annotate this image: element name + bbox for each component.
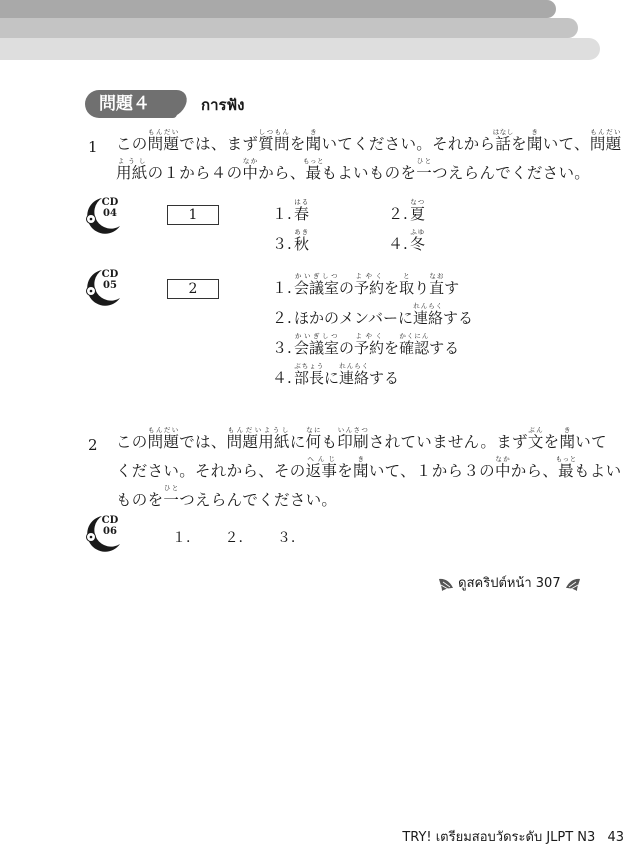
furigana: いんさつ <box>337 426 369 434</box>
kanji-with-furigana: 話はなし <box>492 128 514 153</box>
furigana: かくにん <box>399 332 430 340</box>
text-run: り <box>414 279 430 297</box>
text-run: いて、 <box>542 135 590 153</box>
furigana: なか <box>242 157 259 165</box>
kanji-with-furigana: 中なか <box>242 157 259 182</box>
header-band-light <box>0 38 600 60</box>
kanji-with-furigana: 印刷いんさつ <box>337 426 369 451</box>
furigana: ひと <box>163 484 180 492</box>
kanji-with-furigana: 聞き <box>353 455 369 480</box>
kanji-with-furigana: 連絡れんらく <box>412 302 443 327</box>
furigana: もっと <box>555 455 577 463</box>
script-reference <box>438 572 581 593</box>
text-run: ものを <box>116 491 164 509</box>
example-3-options <box>172 527 325 547</box>
furigana: れんらく <box>412 302 443 310</box>
text-run: の <box>339 279 355 297</box>
example-1-box: 1 <box>167 205 219 225</box>
kanji-with-furigana: 冬ふゆ <box>410 228 426 253</box>
text-run: する <box>429 339 460 357</box>
furigana: もんだいようし <box>226 426 290 434</box>
furigana: ようし <box>116 157 148 165</box>
example-1-option-2 <box>388 198 425 224</box>
option-number: １. <box>272 205 292 223</box>
footer <box>402 826 624 847</box>
kanji-with-furigana: 一ひと <box>163 484 180 509</box>
text-run: もよいものを <box>321 164 417 182</box>
header-band-dark <box>0 0 556 18</box>
kanji-with-furigana: 問題もんだい <box>589 128 622 153</box>
furigana: もんだい <box>589 128 622 136</box>
option-number: ２. <box>388 205 408 223</box>
furigana: はなし <box>492 128 514 136</box>
wing-left-icon <box>438 576 454 592</box>
text-run: いてください。それから <box>321 135 496 153</box>
text-run: ください。それから、その <box>116 462 306 480</box>
text-run: も <box>321 433 338 451</box>
kanji-with-furigana: 取と <box>399 272 415 297</box>
kanji-with-furigana: 問題用紙もんだいようし <box>226 426 290 451</box>
furigana: もっと <box>303 157 325 165</box>
furigana: ぶん <box>527 426 544 434</box>
text-run: を <box>337 462 354 480</box>
text-run: す <box>444 279 460 297</box>
text-run: この <box>116 433 148 451</box>
text-run: を <box>384 279 400 297</box>
question-2-line-1 <box>116 426 607 452</box>
cd-05-text <box>97 269 123 291</box>
text-run: では、 <box>179 433 227 451</box>
text-run: を <box>289 135 306 153</box>
kanji-with-furigana: 春はる <box>294 198 310 223</box>
question-2-line-3 <box>116 484 337 510</box>
furigana: もんだい <box>147 128 180 136</box>
furigana: なか <box>494 455 511 463</box>
furigana: もんだい <box>147 426 180 434</box>
text-run: いて <box>575 433 607 451</box>
option-number: ３. <box>272 235 292 253</box>
text-run: から、 <box>258 164 306 182</box>
furigana: れんらく <box>339 362 370 370</box>
cd-track: 04 <box>103 208 117 219</box>
furigana: あき <box>294 228 310 236</box>
text-run: の１から４の <box>147 164 243 182</box>
kanji-with-furigana: 用紙ようし <box>116 157 148 182</box>
option-number: ３. <box>272 339 292 357</box>
furigana: なに <box>305 426 322 434</box>
kanji-with-furigana: 予約よやく <box>354 332 385 357</box>
section-badge: 問題４ <box>85 90 177 118</box>
example-3-option-3: ３. <box>276 530 296 546</box>
furigana: はる <box>294 198 310 206</box>
text-run: から、 <box>510 462 559 480</box>
cd-label: CD <box>101 269 119 280</box>
furigana: き <box>526 128 543 136</box>
example-2-option-2 <box>272 302 473 328</box>
text-run: では、まず <box>179 135 259 153</box>
furigana: と <box>399 272 415 280</box>
cd-label: CD <box>101 515 119 526</box>
text-run: この <box>116 135 148 153</box>
header-band-medium <box>0 18 578 38</box>
text-run: を <box>511 135 527 153</box>
kanji-with-furigana: 何なに <box>305 426 322 451</box>
text-run: する <box>442 309 473 327</box>
text-run: に <box>324 369 340 387</box>
example-1-option-1 <box>272 198 309 224</box>
example-2-box: 2 <box>167 279 219 299</box>
furigana: かいぎしつ <box>294 332 340 340</box>
example-2-option-3 <box>272 332 459 358</box>
kanji-with-furigana: 会議室かいぎしつ <box>294 332 340 357</box>
kanji-with-furigana: 部長ぶちょう <box>294 362 325 387</box>
question-1-line-2 <box>116 157 590 183</box>
text-run: ほかのメンバーに <box>294 309 413 327</box>
kanji-with-furigana: 確認かくにん <box>399 332 430 357</box>
cd-04-text <box>97 197 123 219</box>
cd-05-icon <box>80 268 124 308</box>
example-3-option-2: ２. <box>224 530 243 546</box>
kanji-with-furigana: 直なお <box>429 272 445 297</box>
kanji-with-furigana: 文ぶん <box>527 426 544 451</box>
text-run: いて、１から３の <box>368 462 495 480</box>
option-number: １. <box>272 279 292 297</box>
option-number: ２. <box>272 309 292 327</box>
kanji-with-furigana: 最もっと <box>555 455 577 480</box>
furigana: ふゆ <box>410 228 426 236</box>
option-number: ４. <box>272 369 292 387</box>
cd-track: 06 <box>103 526 117 537</box>
example-2-option-4 <box>272 362 399 388</box>
furigana: しつもん <box>258 128 290 136</box>
kanji-with-furigana: 質問しつもん <box>258 128 290 153</box>
furigana: き <box>305 128 322 136</box>
example-1-option-4 <box>388 228 425 254</box>
question-2-number: 2 <box>88 436 98 454</box>
text-run: を <box>543 433 560 451</box>
question-2-line-2 <box>116 455 621 481</box>
wing-right-icon <box>565 576 581 592</box>
option-number: ４. <box>388 235 408 253</box>
furigana: ひと <box>416 157 433 165</box>
furigana: ぶちょう <box>294 362 325 370</box>
kanji-with-furigana: 会議室かいぎしつ <box>294 272 340 297</box>
kanji-with-furigana: 一ひと <box>416 157 433 182</box>
kanji-with-furigana: 問題もんだい <box>147 426 180 451</box>
furigana: き <box>353 455 369 463</box>
furigana: よやく <box>354 332 385 340</box>
kanji-with-furigana: 連絡れんらく <box>339 362 370 387</box>
furigana: き <box>559 426 576 434</box>
example-3-option-1: １. <box>172 530 191 546</box>
furigana: なつ <box>410 198 426 206</box>
furigana: へんじ <box>305 455 338 463</box>
example-1-option-3 <box>272 228 309 254</box>
cd-track: 05 <box>103 280 117 291</box>
kanji-with-furigana: 秋あき <box>294 228 310 253</box>
text-run: もよい <box>573 462 622 480</box>
kanji-with-furigana: 最もっと <box>303 157 325 182</box>
furigana: かいぎしつ <box>294 272 340 280</box>
cd-04-icon <box>80 196 124 236</box>
script-reference-text: ดูสคริปต์หน้า 307 <box>458 576 561 591</box>
cd-06-icon <box>80 514 124 554</box>
page-number: 43 <box>607 830 624 845</box>
footer-title: TRY! เตรียมสอบวัดระดับ JLPT N3 <box>402 830 596 845</box>
kanji-with-furigana: 夏なつ <box>410 198 426 223</box>
kanji-with-furigana: 予約よやく <box>354 272 385 297</box>
furigana: なお <box>429 272 445 280</box>
question-1-line-1 <box>116 128 621 154</box>
kanji-with-furigana: 聞き <box>559 426 576 451</box>
text-run: の <box>339 339 355 357</box>
example-2-option-1 <box>272 272 459 298</box>
kanji-with-furigana: 問題もんだい <box>147 128 180 153</box>
text-run: されていません。まず <box>368 433 528 451</box>
question-1-number: 1 <box>88 138 98 156</box>
kanji-with-furigana: 返事へんじ <box>305 455 338 480</box>
text-run: つえらんでください。 <box>432 164 591 182</box>
kanji-with-furigana: 聞き <box>305 128 322 153</box>
text-run: する <box>369 369 400 387</box>
cd-label: CD <box>101 197 119 208</box>
kanji-with-furigana: 聞き <box>526 128 543 153</box>
text-run: を <box>384 339 400 357</box>
text-run: に <box>289 433 306 451</box>
section-title: การฟัง <box>201 96 245 114</box>
cd-06-text <box>97 515 123 537</box>
furigana: よやく <box>354 272 385 280</box>
kanji-with-furigana: 中なか <box>494 455 511 480</box>
text-run: つえらんでください。 <box>179 491 338 509</box>
